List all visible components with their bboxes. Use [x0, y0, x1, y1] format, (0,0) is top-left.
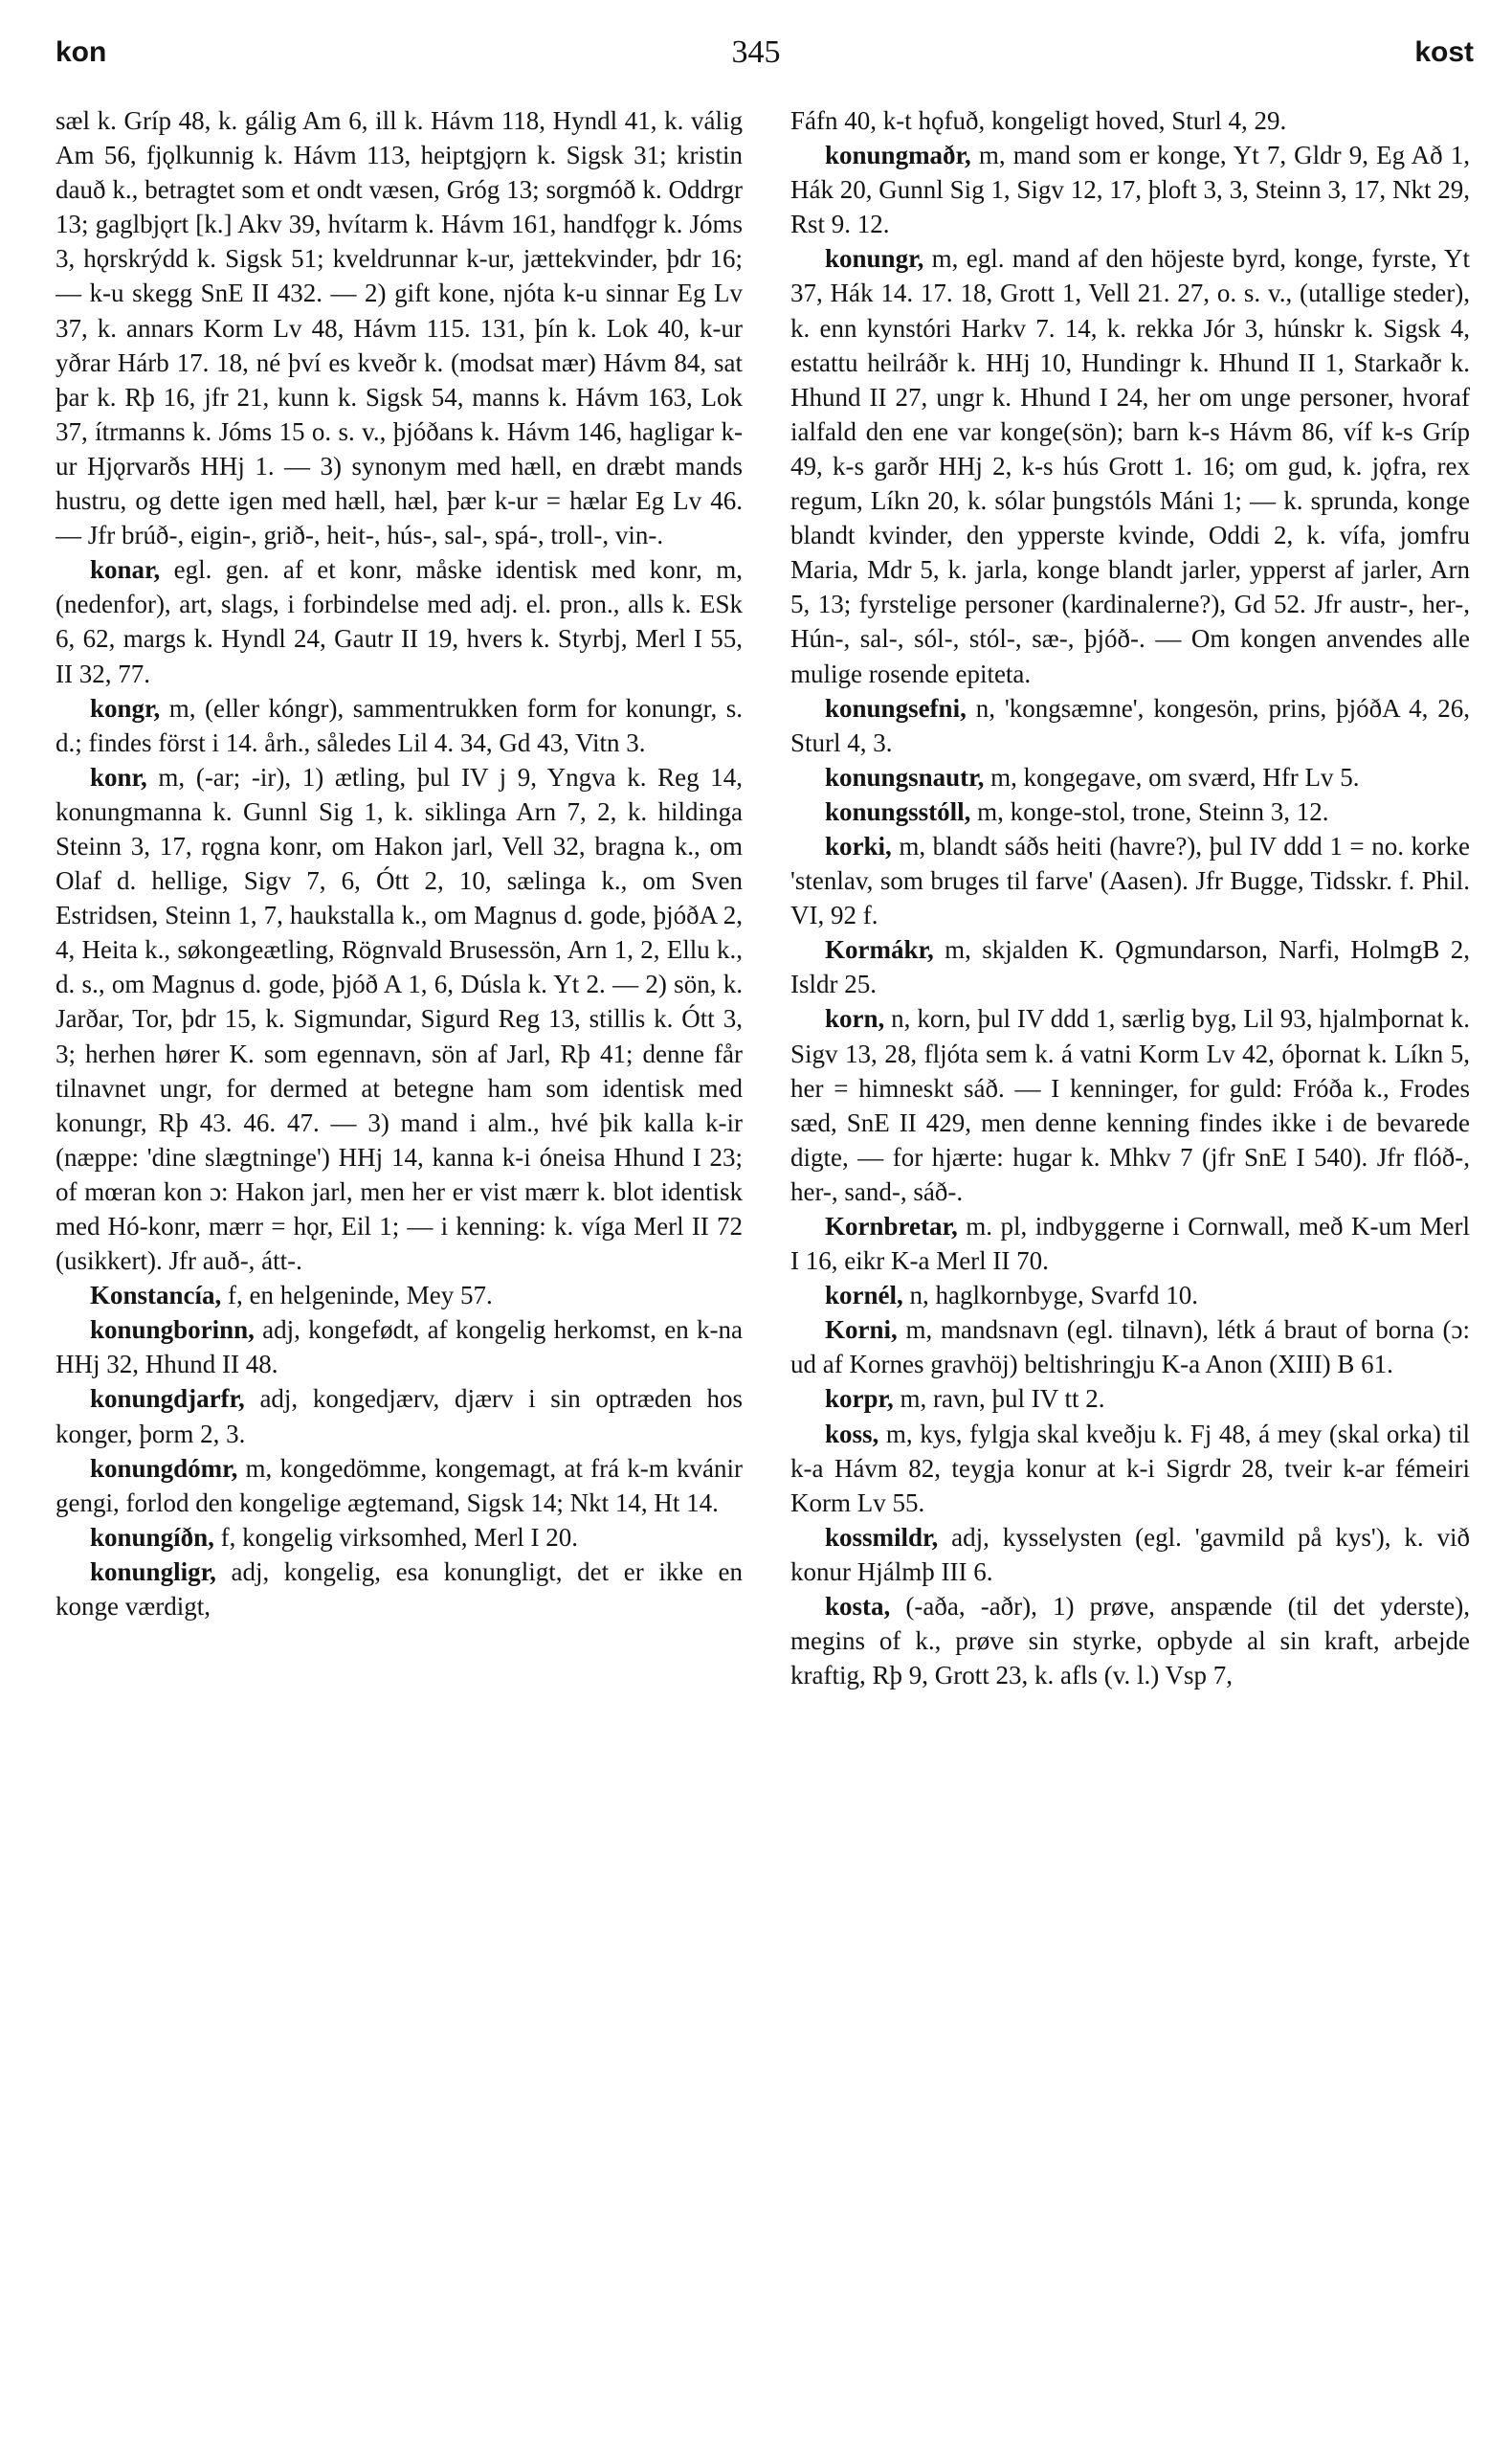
dictionary-entry: [790, 241, 1470, 690]
dictionary-entry: [790, 1209, 1470, 1278]
dictionary-entry: [56, 1520, 743, 1555]
dictionary-entry: [790, 1312, 1470, 1381]
entry-text: m, kongegave, om sværd, Hfr Lv 5.: [984, 762, 1360, 792]
entry-text: m, mandsnavn (egl. tilnavn), létk á braut of borna (ɔ: ud af Kornes gravhöj) beltishringju K-a Anon (XIII) B 61.: [790, 1315, 1470, 1379]
entry-headword: konungsnautr,: [825, 762, 985, 792]
dictionary-entry: [56, 1381, 743, 1450]
entry-text: Fáfn 40, k-t hǫfuð, kongeligt hoved, Sturl 4, 29.: [790, 106, 1287, 135]
left-column: [56, 103, 743, 2439]
entry-headword: konungíðn,: [90, 1522, 214, 1552]
entry-text: m, mand som er konge, Yt 7, Gldr 9, Eg Að 1, Hák 20, Gunnl Sig 1, Sigv 12, 17, þloft 3, 3, Steinn 3, 17, Nkt 29, Rst 9. 12.: [790, 141, 1470, 239]
entry-headword: konungdjarfr,: [90, 1384, 245, 1414]
entry-headword: kongr,: [90, 693, 161, 723]
entry-text: m, ravn, þul IV tt 2.: [893, 1384, 1105, 1414]
dictionary-entry: [56, 552, 743, 690]
page-number: 345: [731, 34, 781, 70]
entry-text: adj, kongefødt, af kongelig herkomst, en k-na HHj 32, Hhund II 48.: [56, 1315, 743, 1379]
entry-text: f, kongelig virksomhed, Merl I 20.: [213, 1522, 579, 1552]
dictionary-entry: [790, 1520, 1470, 1589]
entry-headword: konungmaðr,: [825, 141, 971, 170]
entry-headword: konar,: [90, 555, 161, 585]
entry-headword: korki,: [825, 831, 892, 861]
entry-headword: konr,: [90, 762, 147, 792]
entry-text: m, egl. mand af den höjeste byrd, konge, fyrste, Yt 37, Hák 14. 17. 18, Grott 1, Vell 21. 27, o. s. v., (utallige steder), k. enn kynstóri Harkv 7. 14, k. rekka Jór 3, húnskr k. Sigsk 4, estattu heilráðr k. HHj 10, Hundingr k. Hhund II 1, Starkaðr k. Hhund II 27, ungr k. Hhund I 24, her om unge personer, hvoraf ialfald den ene var konge(sön); barn k-s Hávm 86, víf k-s Gríp 49, k-s garðr HHj 2, k-s hús Grott 1. 16; om gud, k. jǫfra, rex regum, Líkn 20, k. sólar þungstóls Máni 1; — k. sprunda, konge blandt kvinder, den ypperste kvinde, Oddi 2, k. vífa, jomfru Maria, Mdr 5, k. jarla, konge blandt jarler, ypperst af jarler, Arn 5, 13; fyrstelige personer (kardinalerne?), Gd 52. Jfr austr-, her-, Hún-, sal-, sól-, stól-, sæ-, þjóð-. — Om kongen anvendes alle mulige rosende epiteta.: [790, 244, 1470, 688]
entry-headword: koss,: [825, 1419, 879, 1448]
entry-text: m. pl, indbyggerne i Cornwall, með K-um Merl I 16, eikr K-a Merl II 70.: [790, 1212, 1470, 1276]
dictionary-entry: [790, 691, 1470, 760]
dictionary-entry: [790, 1001, 1470, 1209]
entry-headword: Kormákr,: [825, 935, 934, 965]
running-head-right: kost: [1414, 36, 1474, 68]
entry-headword: konungligr,: [90, 1556, 216, 1586]
entry-text: m, skjalden K. Ǫgmundarson, Narfi, HolmgB 2, Isldr 25.: [790, 935, 1470, 999]
entry-headword: Konstancía,: [90, 1281, 222, 1310]
running-head-left: kon: [56, 36, 107, 68]
dictionary-entry: [790, 1381, 1470, 1416]
entry-headword: konungsstóll,: [825, 796, 971, 826]
entry-text: adj, kongelig, esa konungligt, det er ikke en konge værdigt,: [56, 1556, 743, 1622]
entry-headword: korn,: [825, 1004, 885, 1034]
entry-headword: konungborinn,: [90, 1315, 255, 1345]
dictionary-entry: [790, 1278, 1470, 1312]
entry-text: egl. gen. af et konr, måske identisk med konr, m, (nedenfor), art, slags, i forbindelse med adj. el. pron., alls k. ESk 6, 62, margs k. Hyndl 24, Gautr II 19, hvers k. Styrbj, Merl I 55, II 32, 77.: [56, 555, 743, 688]
entry-headword: konungdómr,: [90, 1453, 238, 1483]
entry-text: sæl k. Gríp 48, k. gálig Am 6, ill k. Hávm 118, Hyndl 41, k. válig Am 56, fjǫlkunnig k. Hávm 113, heiptgjǫrn k. Sigsk 31; kristin dauð k., betragtet som et ondt væsen, Gróg 13; sorgmóð k. Oddrgr 13; gaglbjǫrt [k.] Akv 39, hvítarm k. Hávm 161, handfǫgr k. Jóms 3, hǫrskrýdd k. Sigsk 51; kveldrunnar k-ur, jættekvinder, þdr 16; — k-u skegg SnE II 432. — 2) gift kone, njóta k-u sinnar Eg Lv 37, k. annars Korm Lv 48, Hávm 115. 131, þín k. Lok 40, k-ur yðrar Hárb 17. 18, né því es kveðr k. (modsat mær) Hávm 84, sat þar k. Rþ 16, jfr 21, kunn k. Sigsk 54, manns k. Hávm 163, Lok 37, ítrmanns k. Jóms 15 o. s. v., þjóðans k. Hávm 146, hagligar k-ur Hjǫrvarðs HHj 1. — 3) synonym med hæll, en dræbt mands hustru, og dette igen med hæll, hæl, þær k-ur = hælar Eg Lv 46. — Jfr brúð-, eigin-, grið-, heit-, hús-, sal-, spá-, troll-, vin-.: [56, 106, 743, 550]
entry-text: m, (eller kóngr), sammentrukken form for konungr, s. d.; findes först i 14. årh., således Lil 4. 34, Gd 43, Vitn 3.: [56, 693, 743, 757]
entry-text: m, blandt sáðs heiti (havre?), þul IV ddd 1 = no. korke 'stenlav, som bruges til farve' (Aasen). Jfr Bugge, Tidsskr. f. Phil. VI, 92 f.: [790, 831, 1470, 930]
dictionary-entry: [56, 103, 743, 552]
entry-text: m, kys, fylgja skal kveðju k. Fj 48, á mey (skal orka) til k-a Hávm 82, teygja konur at k-i Sigrdr 28, tveir k-ar fémeiri Korm Lv 55.: [790, 1419, 1470, 1517]
entry-headword: kornél,: [825, 1281, 903, 1310]
dictionary-entry: [790, 932, 1470, 1001]
dictionary-entry: [56, 691, 743, 760]
dictionary-entry: [56, 1278, 743, 1312]
entry-text: (-aða, -aðr), 1) prøve, anspænde (til det yderste), megins of k., prøve sin styrke, opbyde al sin kraft, arbejde kraftig, Rþ 9, Grott 23, k. afls (v. l.) Vsp 7,: [790, 1592, 1470, 1690]
entry-headword: kosta,: [825, 1592, 891, 1622]
entry-text: n, haglkornbyge, Svarfd 10.: [902, 1281, 1198, 1310]
dictionary-entry: [790, 760, 1470, 794]
entry-headword: kossmildr,: [825, 1522, 939, 1552]
dictionary-entry: [790, 794, 1470, 829]
dictionary-entry: [56, 1555, 743, 1623]
entry-headword: konungsefni,: [825, 693, 967, 723]
entry-text: n, 'kongsæmne', kongesön, prins, þjóðA 4, 26, Sturl 4, 3.: [790, 693, 1470, 757]
dictionary-entry: [790, 138, 1470, 241]
entry-headword: Kornbretar,: [825, 1212, 958, 1241]
dictionary-entry: [790, 1417, 1470, 1520]
entry-text: adj, kongedjærv, djærv i sin optræden hos konger, þorm 2, 3.: [56, 1384, 743, 1448]
entry-text: n, korn, þul IV ddd 1, særlig byg, Lil 93, hjalmþornat k. Sigv 13, 28, fljóta sem k. á vatni Korm Lv 42, óþornat k. Líkn 5, her = himneskt sáð. — I kenninger, for guld: Fróða k., Frodes sæd, SnE II 429, men denne kenning findes ikke i de bevarede digte, — for hjærte: hugar k. Mhkv 7 (jfr SnE I 540). Jfr flóð-, her-, sand-, sáð-.: [790, 1004, 1470, 1206]
entry-headword: Korni,: [825, 1315, 898, 1345]
entry-text: m, (-ar; -ir), 1) ætling, þul IV j 9, Yngva k. Reg 14, konungmanna k. Gunnl Sig 1, k. siklinga Arn 7, 2, k. hildinga Steinn 3, 17, rǫgna konr, om Hakon jarl, Vell 32, bragna k., om Olaf d. hellige, Sigv 7, 6, Ótt 2, 10, sælinga k., om Sven Estridsen, Steinn 1, 7, haukstalla k., om Magnus d. gode, þjóðA 2, 4, Heita k., søkongeætling, Rögnvald Brusessön, Arn 1, 2, Ellu k., d. s., om Magnus d. gode, þjóð A 1, 6, Dúsla k. Yt 2. — 2) sön, k. Jarðar, Tor, þdr 15, k. Sigmundar, Sigurd Reg 13, stillis k. Ótt 3, 3; herhen hører K. som egennavn, sön af Jarl, Rþ 41; denne får tilnavnet ungr, for dermed at betegne ham som identisk med konungr, Rþ 43. 46. 47. — 3) mand i alm., hvé þik kalla k-ir (næppe: 'dine slægtninge') HHj 14, kanna k-i óneisa Hhund I 23; of mœran kon ɔ: Hakon jarl, men her er vist mærr k. blot identisk med Hó-konr, mærr = hǫr, Eil 1; — i kenning: k. víga Merl II 72 (usikkert). Jfr auð-, átt-.: [56, 762, 743, 1276]
dictionary-entry: [56, 1451, 743, 1520]
entry-text: m, konge-stol, trone, Steinn 3, 12.: [970, 796, 1329, 826]
entry-headword: korpr,: [825, 1384, 894, 1414]
dictionary-entry: [56, 1312, 743, 1381]
dictionary-entry: [790, 829, 1470, 932]
entry-text: m, kongedömme, kongemagt, at frá k-m kvánir gengi, forlod den kongelige ægtemand, Sigsk 14; Nkt 14, Ht 14.: [56, 1453, 743, 1517]
dictionary-entry: [56, 760, 743, 1278]
entry-text: adj, kysselysten (egl. 'gavmild på kys'), k. við konur Hjálmþ III 6.: [790, 1522, 1470, 1586]
dictionary-entry: [790, 103, 1470, 138]
entry-text: f, en helgeninde, Mey 57.: [221, 1281, 493, 1310]
right-column: [790, 103, 1470, 2439]
dictionary-entry: [790, 1589, 1470, 1692]
entry-headword: konungr,: [825, 244, 924, 274]
